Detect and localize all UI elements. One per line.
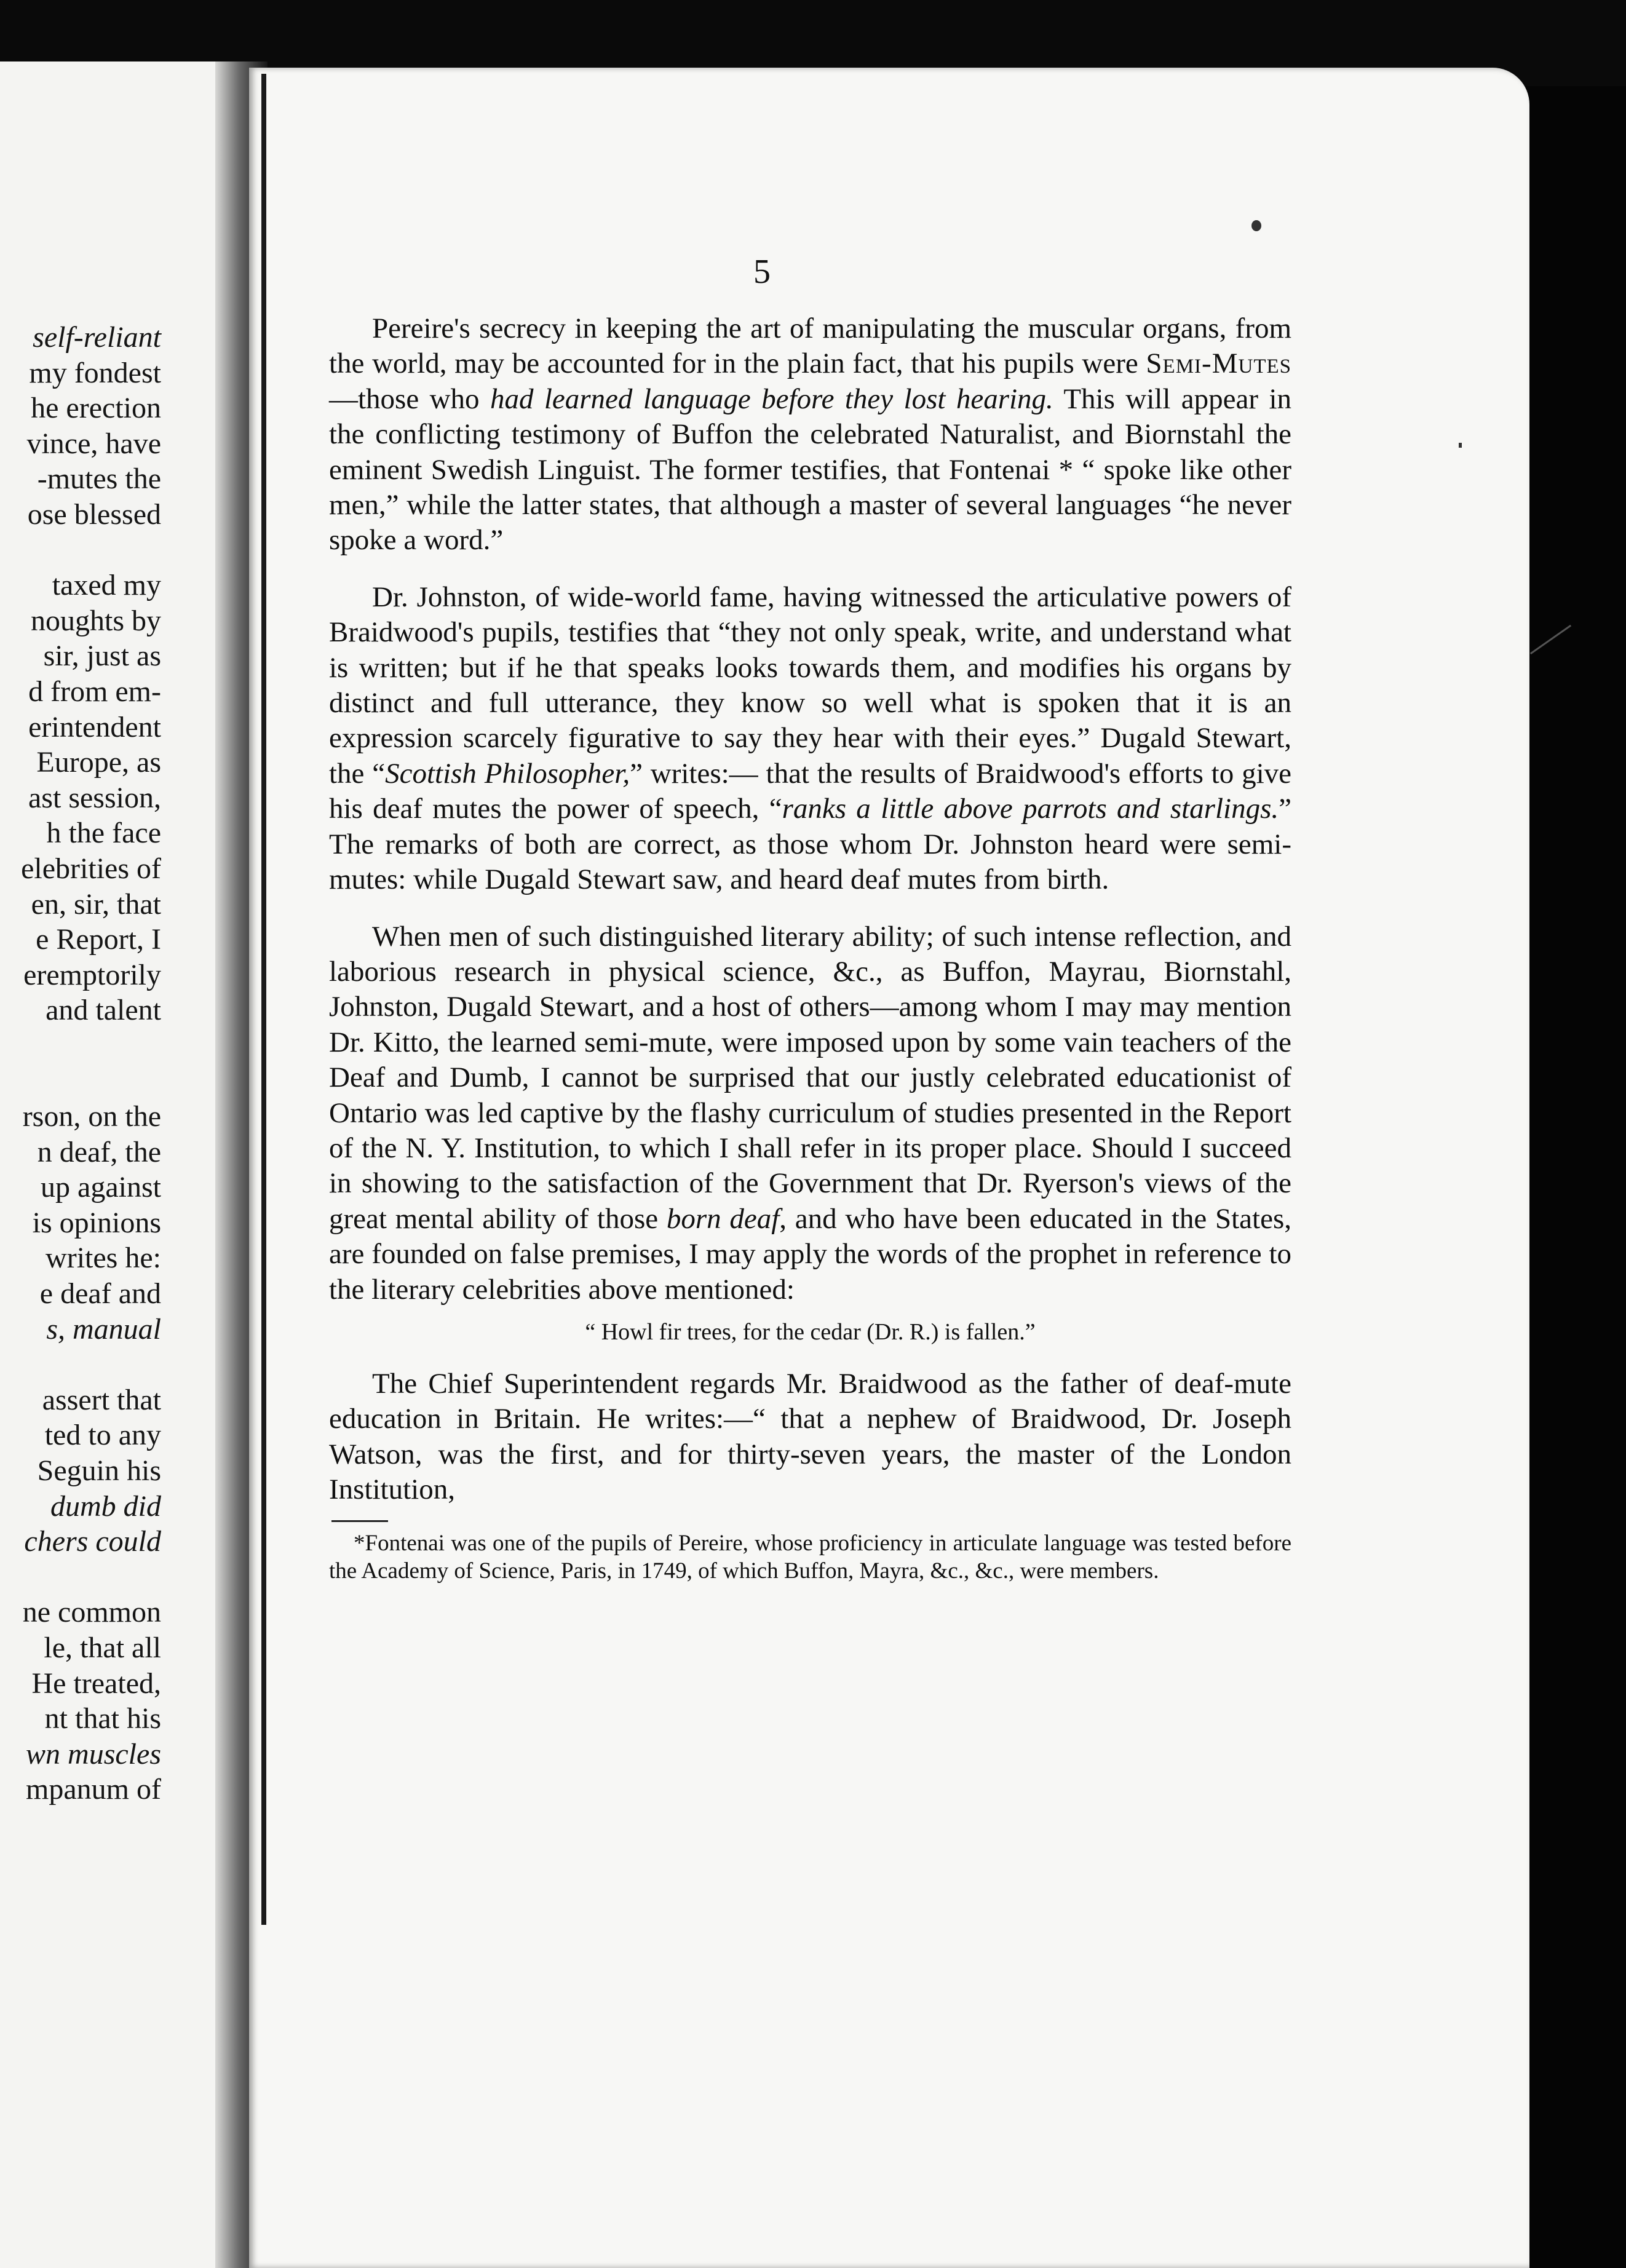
left-page-line: He treated,	[31, 1667, 161, 1700]
footnote-rule	[331, 1520, 388, 1522]
left-page-line: h the face	[46, 817, 161, 850]
left-page-line: -mutes the	[37, 462, 161, 496]
paragraph-4: The Chief Superintendent regards Mr. Braidwood as the father of deaf-mute education in Britain. He writes:—“ that a nephew of Braidwood, Dr. Joseph Watson, was the first, and for thirty-seven years, the master of the London Institution,	[329, 1367, 1291, 1506]
left-page-line: sir, just as	[43, 640, 161, 673]
left-page-line: ne common	[22, 1596, 161, 1629]
left-page-gap	[0, 1063, 161, 1099]
left-page-line: assert that	[42, 1383, 161, 1416]
left-page-line: n deaf, the	[37, 1135, 161, 1168]
left-page-line: ted to any	[44, 1419, 161, 1452]
left-page-line: Seguin his	[37, 1454, 161, 1487]
left-page-line: ose blessed	[27, 498, 161, 531]
scan-scratch	[1530, 625, 1571, 654]
left-page-gap	[0, 1560, 161, 1595]
left-page-line: s, manual	[46, 1312, 161, 1346]
page-number: 5	[753, 253, 771, 291]
left-page-line: le, that all	[44, 1631, 161, 1664]
left-page-gap	[0, 1028, 161, 1064]
left-page-line: writes he:	[46, 1242, 161, 1275]
left-page-line: en, sir, that	[31, 887, 161, 921]
left-page-line: ast session,	[28, 781, 161, 814]
left-page-line: e Report, I	[36, 923, 161, 956]
left-page-line: e deaf and	[39, 1277, 161, 1310]
left-page-line: my fondest	[29, 356, 161, 389]
left-page-line: and talent	[46, 994, 161, 1027]
left-page-line: Europe, as	[36, 746, 161, 779]
left-page-gap	[0, 1347, 161, 1382]
left-page-line: up against	[41, 1171, 161, 1204]
left-page-line: taxed my	[52, 569, 161, 602]
left-page-line: erintendent	[28, 710, 161, 743]
paragraph-3: When men of such distinguished literary ability; of such intense reflection, and laborious research in physical science, &c., as Buffon, Mayrau, Biornstahl, Johnston, Dugald Stewart, and a host of others—among whom I may may mention Dr. Kitto, the learned semi-mute, were imposed upon by some vain teachers of the Deaf and Dumb, I cannot be surprised that our justly celebrated educationist of Ontario was led captive by the flashy curriculum of studies presented in the Report of the N. Y. Institution, to which I shall refer in its proper place. Should I succeed in showing to the satisfaction of the Government that Dr. Ryerson's views of the great mental ability of those born deaf, and who have been educated in the States, are founded on false premises, I may apply the words of the prophet in reference to the literary celebrities above mentioned:	[329, 920, 1292, 1306]
paragraph-1: Pereire's secrecy in keeping the art of manipulating the muscular organs, from the world, may be accounted for in the plain fact, that his pupils were Semi-Mutes—those who had learned language before they lost hearing. This will appear in the conflicting testimony of Buffon the celebrated Naturalist, and Biornstahl the eminent Swedish Linguist. The former testifies, that Fontenai * “ spoke like other men,” while the latter states, that although a master of several languages “he never spoke a word.”	[329, 312, 1291, 557]
footnote: *Fontenai was one of the pupils of Pereire, whose proficiency in articulate language was tested before the Academy of Science, Paris, in 1749, of which Buffon, Mayra, &c., &c., were members.	[329, 1530, 1291, 1584]
left-page-line: self-reliant	[33, 321, 161, 354]
left-page	[0, 61, 246, 2268]
left-page-line: mpanum of	[26, 1773, 161, 1806]
binding-line	[261, 74, 266, 1925]
left-page-text-fragments	[0, 320, 161, 1807]
left-page-line: vince, have	[26, 427, 161, 460]
scan-speck	[1251, 220, 1261, 231]
left-page-gap	[0, 533, 161, 568]
left-page-line: chers could	[24, 1525, 161, 1558]
left-page-line: noughts by	[30, 604, 161, 637]
left-page-line: he erection	[31, 392, 161, 425]
left-page-line: rson, on the	[22, 1100, 161, 1133]
left-page-line: elebrities of	[21, 852, 161, 885]
block-quote: “ Howl fir trees, for the cedar (Dr. R.) is fallen.”	[585, 1318, 1036, 1345]
left-page-line: is opinions	[32, 1206, 161, 1239]
left-page-line: d from em-	[28, 675, 161, 708]
left-page-line: dumb did	[50, 1489, 161, 1523]
scan-mark	[1459, 443, 1462, 448]
main-text	[329, 311, 1291, 1585]
paragraph-2: Dr. Johnston, of wide-world fame, having witnessed the articulative powers of Braidwood's pupils, testifies that “they not only speak, write, and understand what is written; but if he that speaks looks towards them, and modifies his organs by distinct and full utterance, they know so well what is spoken that it is an expression scarcely figurative to say they hear with their eyes.” Dugald Stewart, the “Scottish Philosopher,” writes:— that the results of Braidwood's efforts to give his deaf mutes the power of speech, “ranks a little above parrots and starlings.” The remarks of both are correct, as those whom Dr. Johnston heard were semi-mutes: while Dugald Stewart saw, and heard deaf mutes from birth.	[329, 581, 1292, 896]
left-page-line: eremptorily	[23, 958, 161, 991]
left-page-line: nt that his	[44, 1702, 161, 1735]
left-page-line: wn muscles	[26, 1737, 161, 1770]
